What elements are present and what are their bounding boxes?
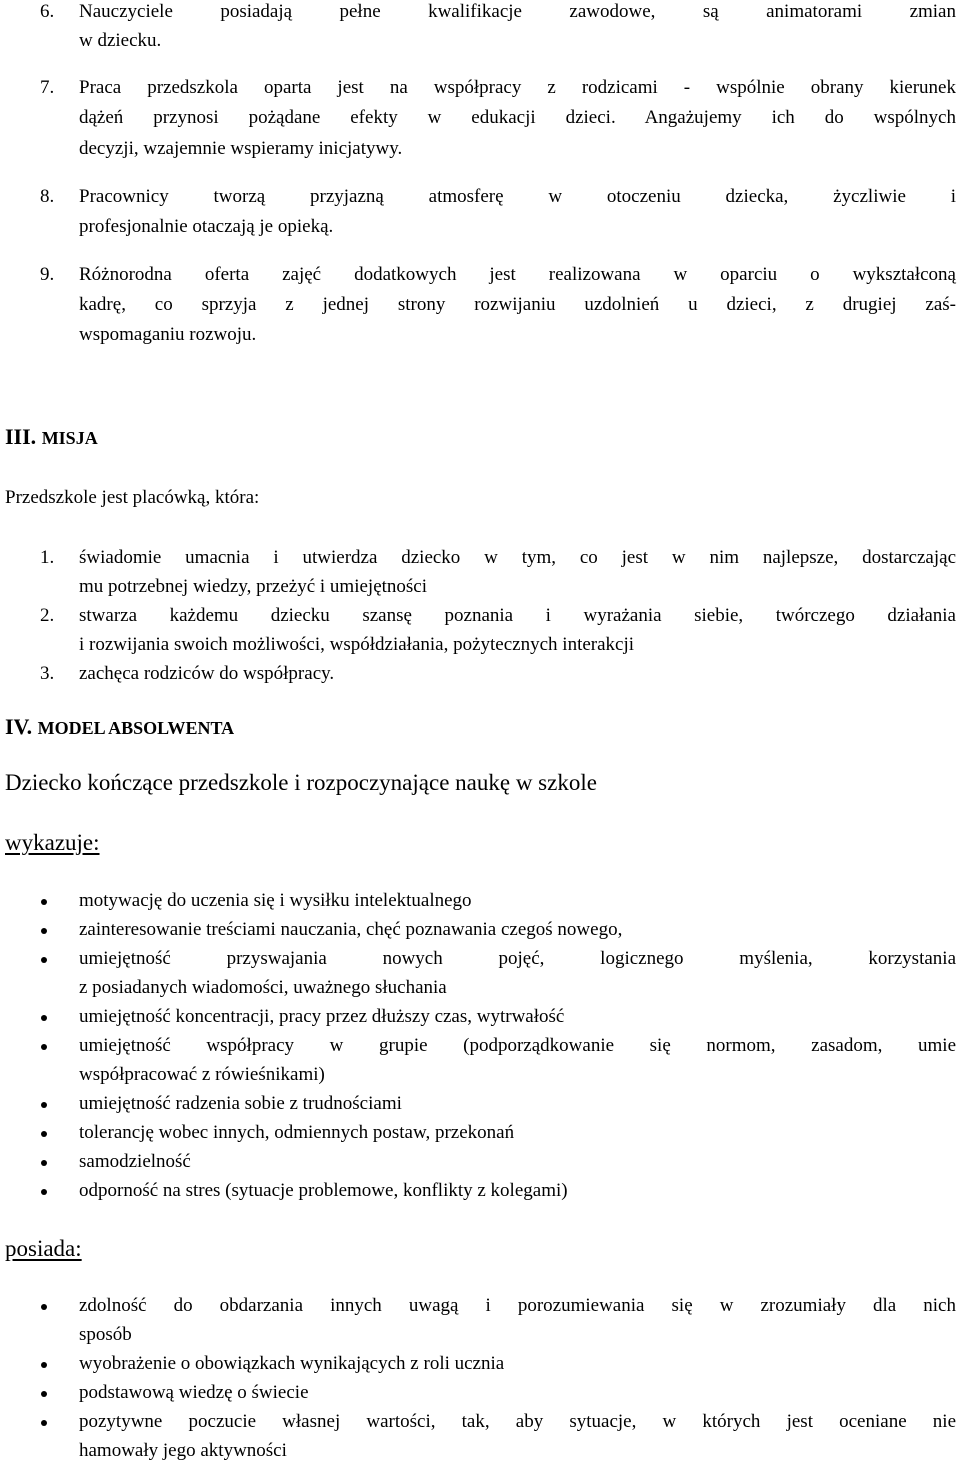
section-heading-model-absolwenta [5,714,234,740]
list-number: 1. [40,547,55,568]
list-item-line: stwarza każdemu dziecku szansę poznania i wyrażania siebie, twórczego działania [79,605,956,626]
bullet-icon [41,899,47,905]
bullet-icon [41,1304,47,1310]
list-item-line: Różnorodna oferta zajęć dodatkowych jest realizowana w oparciu o wykształconą [79,264,956,285]
list-item-line: zainteresowanie treściami nauczania, chęć poznawania czegoś nowego, [79,919,623,940]
list-number: 8. [40,186,55,207]
bullet-icon [41,957,47,963]
list-item-line: i rozwijania swoich możliwości, współdziałania, pożytecznych interakcji [79,634,635,655]
list-item-line: pozytywne poczucie własnej wartości, tak, aby sytuacje, w których jest oceniane nie [79,1411,956,1432]
bullet-icon [41,1189,47,1195]
list-item-line: hamowały jego aktywności [79,1440,287,1461]
section-intro: Przedszkole jest placówką, która: [5,487,260,508]
list-item-line: profesjonalnie otaczają je opieką. [79,216,334,237]
list-item-line: motywację do uczenia się i wysiłku intelektualnego [79,890,472,911]
list-item-line: kadrę, co sprzyja z jednej strony rozwijaniu uzdolnień u dzieci, z drugiej zaś- [79,294,956,315]
list-item-line: umiejętność przyswajania nowych pojęć, logicznego myślenia, korzystania [79,948,956,969]
list-number: 3. [40,663,55,684]
list-item-line: odporność na stres (sytuacje problemowe, konflikty z kolegami) [79,1180,568,1201]
bullet-icon [41,1420,47,1426]
list-item-line: w dziecku. [79,30,162,51]
section-heading-misja [5,424,98,450]
section-title: MISJA [41,428,98,448]
bullet-icon [41,1044,47,1050]
list-item-line: tolerancję wobec innych, odmiennych postaw, przekonań [79,1122,515,1143]
list-number: 7. [40,77,55,98]
list-number: 9. [40,264,55,285]
list-item-line: Nauczyciele posiadają pełne kwalifikacje zawodowe, są animatorami zmian [79,1,956,22]
list-item-line: sposób [79,1324,132,1345]
bullet-icon [41,1015,47,1021]
bullet-icon [41,1391,47,1397]
section-roman-numeral: III. [5,424,37,449]
list-item-line: współpracować z rówieśnikami) [79,1064,325,1085]
list-item-line: świadomie umacnia i utwierdza dziecko w tym, co jest w nim najlepsze, dostarczając [79,547,956,568]
list-item-line: wspomaganiu rozwoju. [79,324,257,345]
bullet-icon [41,1102,47,1108]
list-item-line: podstawową wiedzę o świecie [79,1382,309,1403]
list-item-line: z posiadanych wiadomości, uważnego słuchania [79,977,447,998]
list-item-line: umiejętność współpracy w grupie (podporządkowanie się normom, zasadom, umie [79,1035,956,1056]
list-item-line: zdolność do obdarzania innych uwagą i porozumiewania się w zrozumiały dla nich [79,1295,956,1316]
bullet-icon [41,1362,47,1368]
list-item-line: Pracownicy tworzą przyjazną atmosferę w otoczeniu dziecka, życzliwie i [79,186,956,207]
bullet-icon [41,928,47,934]
posiada-label: posiada: [5,1236,82,1261]
wykazuje-label: wykazuje: [5,830,100,855]
list-item-line: Praca przedszkola oparta jest na współpracy z rodzicami - wspólnie obrany kierunek [79,77,956,98]
list-item-line: decyzji, wzajemnie wspieramy inicjatywy. [79,138,403,159]
section-roman-numeral: IV. [5,714,33,739]
list-item-line: zachęca rodziców do współpracy. [79,663,335,684]
section-subtitle: Dziecko kończące przedszkole i rozpoczynające naukę w szkole [5,770,597,795]
list-item-line: mu potrzebnej wiedzy, przeżyć i umiejętności [79,576,428,597]
section-title: MODEL ABSOLWENTA [37,718,235,738]
list-item-line: umiejętność koncentracji, pracy przez dłuższy czas, wytrwałość [79,1006,565,1027]
list-item-line: samodzielność [79,1151,191,1172]
list-item-line: dążeń przynosi pożądane efekty w edukacji dzieci. Angażujemy ich do wspólnych [79,107,956,128]
list-number: 6. [40,1,55,22]
list-item-line: umiejętność radzenia sobie z trudnościami [79,1093,402,1114]
bullet-icon [41,1160,47,1166]
list-item-line: wyobrażenie o obowiązkach wynikających z roli ucznia [79,1353,505,1374]
list-number: 2. [40,605,55,626]
bullet-icon [41,1131,47,1137]
